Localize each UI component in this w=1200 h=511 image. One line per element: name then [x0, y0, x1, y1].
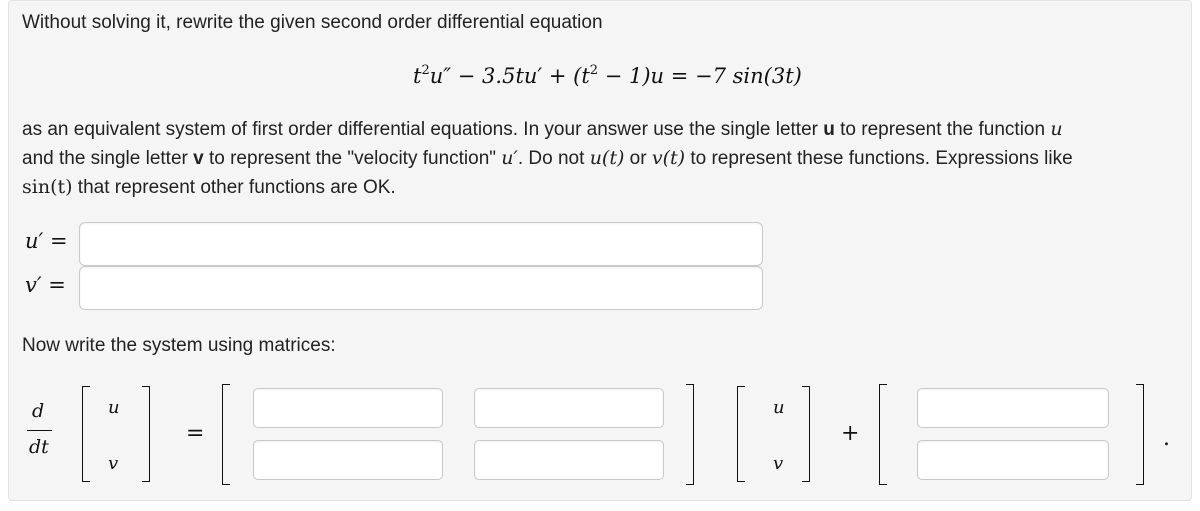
- equals-sign: =: [186, 421, 205, 446]
- derivative-denominator: dt: [29, 436, 49, 458]
- matrix-a12-input[interactable]: [474, 388, 664, 428]
- math-sin-t: sin(t): [22, 176, 73, 198]
- matrix-prompt: Now write the system using matrices:: [22, 335, 336, 356]
- instruction-line-1: [22, 115, 1063, 144]
- vector-u: u: [108, 397, 120, 418]
- given-equation: [413, 64, 802, 88]
- math-u-of-t: u(t): [589, 147, 625, 169]
- equation-part: u″ − 3.5tu′ + (t: [429, 64, 590, 88]
- vector-v: v: [108, 453, 119, 474]
- left-bracket: [737, 386, 745, 482]
- vector-v: v: [773, 453, 784, 474]
- v-prime-label: v′ =: [25, 273, 66, 297]
- math-u-prime: u′: [501, 147, 518, 169]
- instruction-text: and the single letter: [22, 148, 194, 169]
- right-bracket: [686, 384, 694, 485]
- instruction-line-2: [22, 144, 1073, 173]
- left-bracket: [82, 386, 90, 482]
- intro-text: Without solving it, rewrite the given second order differential equation: [22, 12, 603, 33]
- derivative-numerator: d: [32, 400, 45, 422]
- bold-v: v: [193, 148, 204, 169]
- instruction-text: to represent these functions. Expressions like: [685, 148, 1073, 169]
- instruction-text: to represent the "velocity function": [203, 148, 502, 169]
- matrix-a22-input[interactable]: [474, 440, 664, 480]
- plus-sign: +: [841, 421, 860, 446]
- u-prime-input[interactable]: [79, 222, 763, 266]
- equation-exponent: 2: [421, 63, 430, 78]
- vector-u: u: [773, 397, 785, 418]
- equation-part: t: [413, 64, 422, 88]
- period: .: [1163, 426, 1170, 451]
- left-bracket: [222, 384, 230, 485]
- math-u: u: [1050, 118, 1063, 140]
- right-bracket: [1136, 384, 1144, 485]
- right-bracket: [142, 386, 150, 482]
- forcing-f2-input[interactable]: [917, 440, 1109, 480]
- matrix-a21-input[interactable]: [253, 440, 443, 480]
- instruction-text: . Do not: [517, 148, 590, 169]
- right-bracket: [802, 386, 810, 482]
- v-prime-input[interactable]: [79, 266, 763, 310]
- bold-u: u: [823, 119, 835, 140]
- instruction-text: to represent the function: [834, 119, 1051, 140]
- matrix-a11-input[interactable]: [253, 388, 443, 428]
- instruction-text: or: [624, 148, 652, 169]
- left-bracket: [879, 384, 887, 485]
- forcing-f1-input[interactable]: [917, 388, 1109, 428]
- u-prime-label: u′ =: [25, 229, 68, 253]
- instruction-text: that represent other functions are OK.: [72, 177, 396, 198]
- equation-exponent: 2: [589, 63, 599, 78]
- instruction-line-3: [22, 173, 396, 202]
- math-v-of-t: v(t): [651, 147, 686, 169]
- instruction-text: as an equivalent system of first order differential equations. In your answer use the single letter: [22, 119, 824, 140]
- fraction-bar: [27, 430, 52, 431]
- equation-part: − 1)u = −7 sin(3t): [598, 64, 802, 88]
